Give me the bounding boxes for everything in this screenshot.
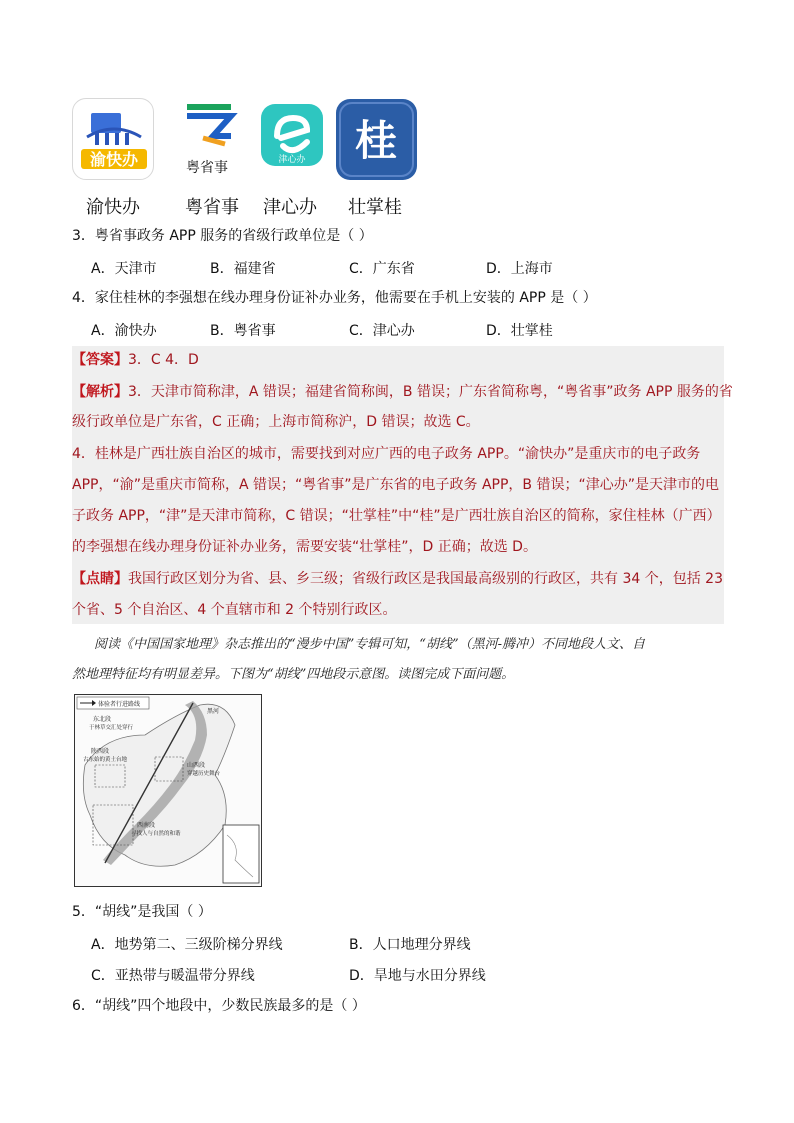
question-3-option-d: D．上海市 [486, 261, 553, 277]
reading-line-1: 阅读《中国国家地理》杂志推出的“漫步中国”专辑可知，“胡线”（黑河-腾冲）不同地段人文、自 [94, 637, 645, 652]
answer-tag: 【答案】 [72, 352, 128, 368]
analysis-3-line-1 [72, 382, 733, 402]
app-caption-zhuangzhanggui: 壮掌桂 [348, 197, 402, 218]
jinxinban-logo-icon [261, 104, 323, 166]
analysis-3-line-2: 级行政单位是广东省，C 正确；上海市简称沪，D 错误；故选 C。 [72, 414, 480, 430]
hu-line-map [74, 694, 262, 887]
app-caption-jinxinban: 津心办 [263, 197, 317, 218]
question-5-option-c: C．亚热带与暖温带分界线 [91, 968, 255, 984]
analysis-4-line-4: 的李强想在线办理身份证补办业务，需要安装“壮掌桂”，D 正确；故选 D。 [72, 539, 537, 555]
map-legend: 体验者行进路线 [98, 701, 141, 708]
point-tag: 【点睛】 [72, 571, 128, 587]
analysis-4-line-1: 4．桂林是广西壮族自治区的城市，需要找到对应广西的电子政务 APP。“渝快办”是重庆市的电子政务 [72, 446, 701, 462]
question-3-option-a: A．天津市 [91, 261, 157, 277]
question-5-option-b: B．人口地理分界线 [349, 937, 471, 953]
map-label-heihe: 黑河 [207, 708, 220, 715]
question-3-option-c: C．广东省 [349, 261, 415, 277]
question-3-stem: 3．粤省事政务 APP 服务的省级行政单位是（ ） [72, 228, 373, 244]
analysis-tag: 【解析】 [72, 384, 128, 400]
yueshengshi-logo-text: 粤省事 [186, 160, 228, 176]
zhuangzhanggui-logo-text: 桂 [354, 116, 398, 165]
question-5-option-d: D．旱地与水田分界线 [349, 968, 486, 984]
app-caption-yukuaiban: 渝快办 [86, 197, 140, 218]
yueshengshi-logo-icon [173, 98, 255, 180]
question-4-option-d: D．壮掌桂 [486, 323, 553, 339]
analysis-3-text-1: 3．天津市简称津，A 错误；福建省简称闽，B 错误；广东省简称粤，“粤省事”政务 APP 服务的省 [128, 384, 733, 400]
map-label-xinan-desc: 寻找人与自然的和谐 [131, 831, 181, 837]
map-label-dongbei: 东北段 [93, 716, 112, 723]
analysis-4-line-3: 子政务 APP，“津”是天津市简称，C 错误；“壮掌桂”中“桂”是广西壮族自治区的简称，家住桂林（广西） [72, 508, 721, 524]
reading-line-2: 然地理特征均有明显差异。下图为“胡线”四地段示意图。读图完成下面问题。 [72, 667, 515, 682]
question-4-option-b: B．粤省事 [210, 323, 276, 339]
yukuaiban-logo-icon [72, 98, 154, 180]
map-label-shanxi-desc: 穿越历史舞台 [187, 771, 221, 777]
yukuaiban-logo-text: 渝快办 [89, 150, 139, 169]
question-4-stem: 4．家住桂林的李强想在线办理身份证补办业务，他需要在手机上安装的 APP 是（ ） [72, 290, 597, 306]
point-line-1 [72, 569, 723, 589]
analysis-4-line-2: APP，“渝”是重庆市简称，A 错误；“粤省事”是广东省的电子政务 APP，B 错误；“津心办”是天津市的电 [72, 477, 719, 493]
app-caption-yueshengshi: 粤省事 [185, 197, 239, 218]
question-5-option-a: A．地势第二、三级阶梯分界线 [91, 937, 283, 953]
question-3-option-b: B．福建省 [210, 261, 276, 277]
zhuangzhanggui-logo-icon [336, 99, 417, 180]
point-line-2: 个省、5 个自治区、4 个直辖市和 2 个特别行政区。 [72, 602, 397, 618]
point-text-1: 我国行政区划分为省、县、乡三级；省级行政区是我国最高级别的行政区，共有 34 个，包括 23 [128, 571, 723, 587]
map-label-xinan: 西南段 [137, 822, 156, 829]
map-label-shanxi: 山西段 [187, 762, 206, 769]
question-4-option-c: C．津心办 [349, 323, 415, 339]
answer-line [72, 350, 199, 370]
map-label-shaanxi-desc: 古东始的黄土台地 [83, 757, 128, 763]
question-6-stem: 6．“胡线”四个地段中，少数民族最多的是（ ） [72, 998, 366, 1014]
question-4-option-a: A．渝快办 [91, 323, 157, 339]
map-label-shaanxi: 陕西段 [91, 748, 110, 755]
question-5-stem: 5．“胡线”是我国（ ） [72, 904, 212, 920]
answer-text: 3．C 4．D [128, 352, 199, 368]
map-label-dongbei-desc: 于林草交汇处穿行 [89, 725, 134, 731]
jinxinban-logo-text: 津心办 [278, 155, 306, 165]
